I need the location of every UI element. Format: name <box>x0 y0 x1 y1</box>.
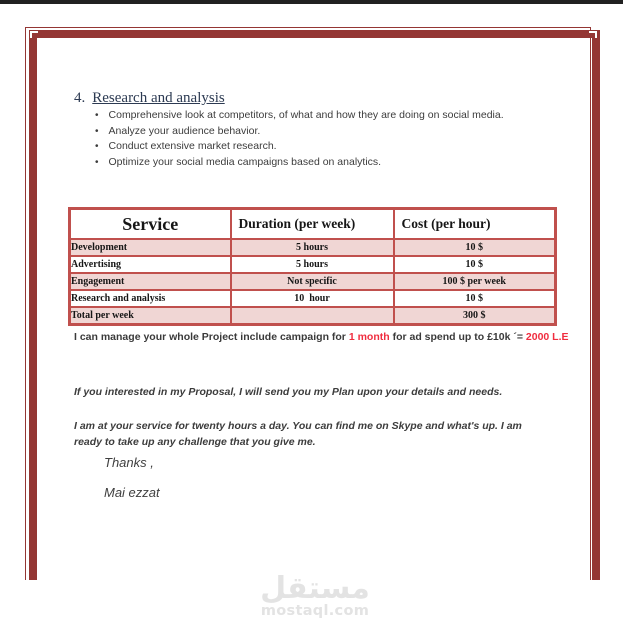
offer-line <box>74 331 569 343</box>
bullet-icon: • <box>95 110 99 121</box>
table-row <box>70 256 556 273</box>
table-header-row <box>70 209 556 240</box>
availability-paragraph: I am at your service for twenty hours a day. You can find me on Skype and what's up. I am ready to take up any challenge that you give me. <box>74 420 522 448</box>
table-row <box>70 239 556 256</box>
signoff-name: Mai ezzat <box>104 485 160 500</box>
offer-highlight-duration: 1 month <box>348 331 390 343</box>
cell-duration <box>231 307 394 325</box>
list-item <box>95 108 509 124</box>
list-item <box>95 155 509 171</box>
cell-cost: 300 $ <box>394 307 556 325</box>
list-item <box>95 124 509 140</box>
cell-duration: Not specific <box>231 273 394 290</box>
bullet-text: Optimize your social media campaigns based on analytics. <box>108 155 382 168</box>
signoff-thanks: Thanks , <box>104 455 154 470</box>
bullet-text: Comprehensive look at competitors, of what and how they are doing on social media. <box>108 109 504 121</box>
services-pricing-table <box>68 207 557 326</box>
list-item <box>95 139 509 155</box>
column-header-cost: Cost (per hour) <box>394 209 556 240</box>
offer-highlight-price: 2000 L.E <box>525 331 569 343</box>
cell-cost: 10 $ <box>394 290 556 307</box>
table-row <box>70 290 556 307</box>
section-title: Research and analysis <box>92 90 225 106</box>
cell-cost: 10 $ <box>394 239 556 256</box>
cell-service: Research and analysis <box>70 290 231 307</box>
column-header-duration: Duration (per week) <box>231 209 394 240</box>
cell-duration: 10 hour <box>231 290 394 307</box>
bullet-icon: • <box>95 141 99 152</box>
section-number: 4. <box>74 90 86 106</box>
bullet-text: Conduct extensive market research. <box>108 140 277 152</box>
cell-duration: 5 hours <box>231 256 394 273</box>
bullet-icon: • <box>95 125 99 137</box>
mostaql-domain-text: mostaql.com <box>260 603 370 619</box>
cell-duration: 5 hours <box>231 239 394 256</box>
offer-text: for ad spend up to £10k ´= <box>389 331 526 343</box>
window-top-edge <box>0 0 623 4</box>
mostaql-logo-arabic: مستقل <box>260 571 370 606</box>
cell-cost: 10 $ <box>394 256 556 273</box>
bullet-icon: • <box>95 156 99 168</box>
offer-text: I can manage your whole Project include campaign for <box>74 331 349 343</box>
cell-service: Advertising <box>70 256 231 273</box>
bullet-list <box>95 108 509 170</box>
cell-service: Engagement <box>70 273 231 290</box>
cell-service: Development <box>70 239 231 256</box>
mostaql-watermark <box>245 571 385 619</box>
proposal-paragraph: If you interested in my Proposal, I will send you my Plan upon your details and needs. <box>74 386 503 398</box>
section-heading <box>74 90 225 107</box>
border-corner-notch-right <box>589 31 597 38</box>
table-row-total <box>70 307 556 325</box>
border-corner-notch-left <box>30 31 38 38</box>
bullet-text: Analyze your audience behavior. <box>108 124 261 137</box>
table-row <box>70 273 556 290</box>
column-header-service: Service <box>70 209 231 240</box>
cell-service: Total per week <box>70 307 231 325</box>
cell-cost: 100 $ per week <box>394 273 556 290</box>
